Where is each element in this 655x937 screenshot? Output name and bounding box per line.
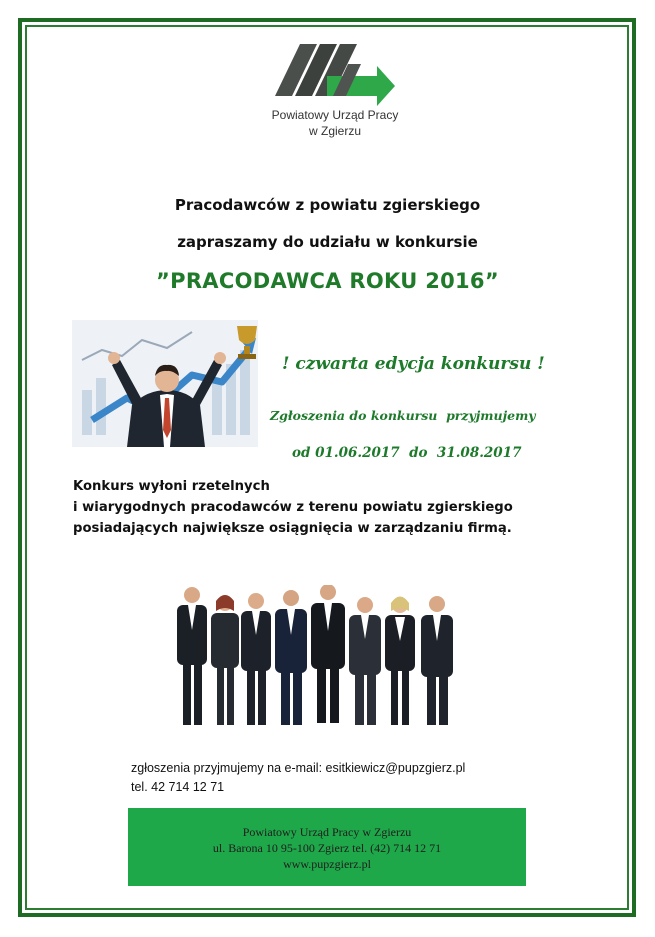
entries-label: Zgłoszenia do konkursu przyjmujemy (270, 408, 536, 423)
edition-text: ! czwarta edycja konkursu ! (282, 354, 545, 374)
group-photo (175, 585, 465, 735)
invite-line-2: zapraszamy do udziału w konkursie (177, 233, 478, 251)
contact-phone-line: tel. 42 714 12 71 (131, 780, 225, 794)
contact-info (131, 759, 465, 797)
entry-dates: od 01.06.2017 do 31.08.2017 (292, 445, 522, 461)
description-line-3: posiadających największe osiągnięcia w zarządzaniu firmą. (73, 521, 512, 536)
contact-email-line: zgłoszenia przyjmujemy na e-mail: esitkiewicz@pupzgierz.pl (131, 761, 466, 775)
footer-address: ul. Barona 10 95-100 Zgierz tel. (42) 714 12 71 (212, 841, 442, 855)
contest-description (73, 476, 513, 539)
contest-title: ”PRACODAWCA ROKU 2016” (156, 269, 499, 293)
logo-text-line2: w Zgierzu (308, 124, 361, 138)
footer-address-box (128, 808, 526, 886)
logo-text-line1: Powiatowy Urząd Pracy (271, 108, 399, 122)
businessman-photo (72, 320, 258, 447)
invite-line-1: Pracodawców z powiatu zgierskiego (174, 196, 481, 214)
description-line-1: Konkurs wyłoni rzetelnych (73, 479, 270, 494)
description-line-2: i wiarygodnych pracodawców z terenu powiatu zgierskiego (73, 500, 513, 515)
logo-graphic (255, 36, 415, 108)
footer-website: www.pupzgierz.pl (283, 857, 371, 871)
pup-logo (255, 36, 415, 148)
footer-office-name: Powiatowy Urząd Pracy w Zgierzu (242, 825, 412, 839)
